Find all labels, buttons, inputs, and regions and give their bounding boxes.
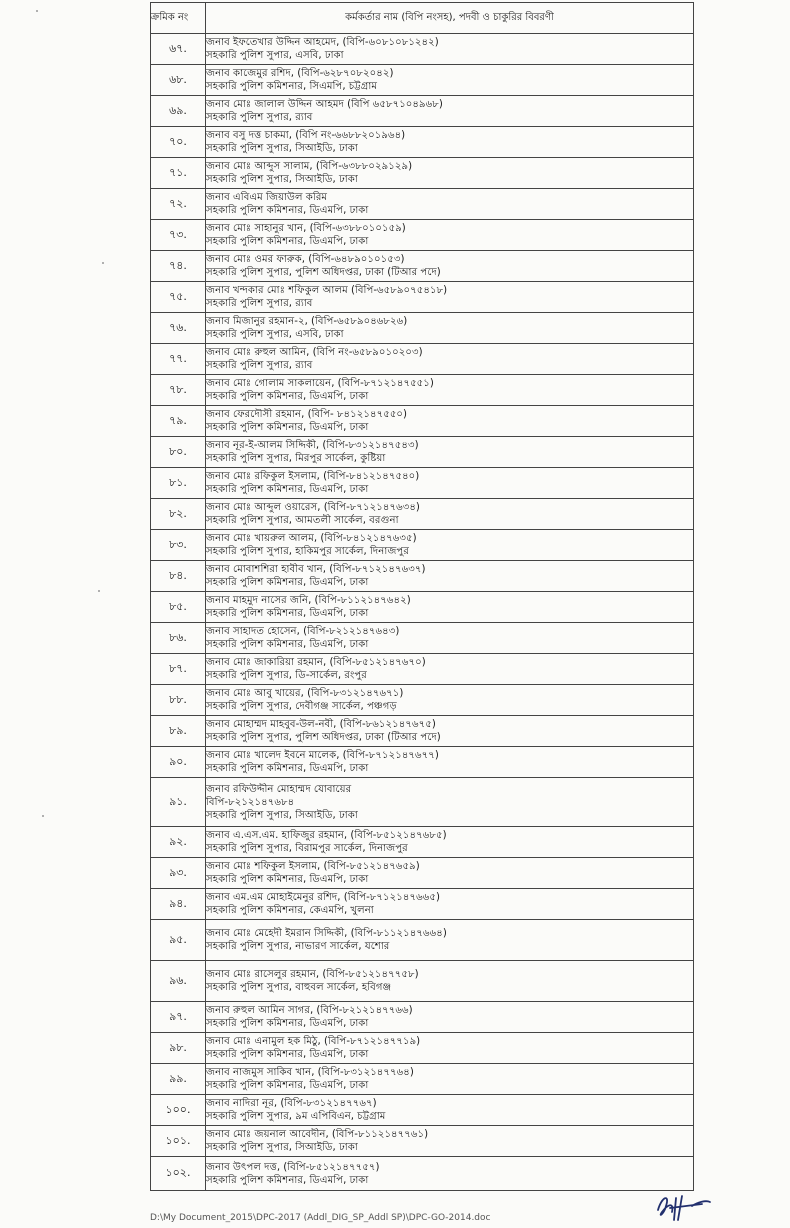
officer-detail-line: বিপি-৮২১২১৪৭৬৮৪ (206, 796, 295, 808)
officer-details (206, 530, 694, 561)
officer-name-line: জনাব মোঃ আবু খায়ের, (বিপি-৮৩১২১৪৭৬৭১) (206, 688, 404, 699)
serial-number: ৭৫. (151, 282, 206, 313)
table-row (151, 406, 694, 437)
officer-details (206, 34, 694, 65)
table-row (151, 468, 694, 499)
serial-number: ১০০. (151, 1095, 206, 1126)
serial-number: ৯০. (151, 747, 206, 778)
officer-name-line: জনাব মোঃ খালেদ ইবনে মালেক, (বিপি-৮৭১২১৪৭৬৭৭) (206, 750, 439, 761)
table-row (151, 623, 694, 654)
officer-detail-line: সহকারি পুলিশ কমিশনার, ডিএমপি, ঢাকা (206, 391, 369, 402)
serial-number: ৯৬. (151, 961, 206, 1002)
signature (652, 1190, 712, 1228)
serial-number: ৯২. (151, 827, 206, 858)
officer-details (206, 65, 694, 96)
scan-dot (42, 815, 44, 817)
officer-details (206, 251, 694, 282)
serial-number: ৮৭. (151, 654, 206, 685)
table-row (151, 158, 694, 189)
table-row (151, 127, 694, 158)
table-row (151, 1126, 694, 1157)
table-row (151, 716, 694, 747)
table-row (151, 313, 694, 344)
serial-number: ৬৯. (151, 96, 206, 127)
officer-details (206, 1002, 694, 1033)
officer-details (206, 592, 694, 623)
officer-name-line: জনাব মোঃ এনামুল হক মিঠু, (বিপি-৮৭১২১৪৭৭১৯) (206, 1036, 421, 1047)
table-row (151, 189, 694, 220)
table-row (151, 499, 694, 530)
officer-details (206, 1064, 694, 1095)
officer-name-line: জনাব এবিএম জিয়াউল করিম (206, 192, 328, 203)
serial-number: ৭১. (151, 158, 206, 189)
officer-detail-line: সহকারি পুলিশ কমিশনার, ডিএমপি, ঢাকা (206, 577, 369, 588)
serial-number: ৭৪. (151, 251, 206, 282)
officer-detail-line: সহকারি পুলিশ সুপার, নাভারণ সার্কেল, যশোর (206, 941, 390, 952)
officer-details (206, 623, 694, 654)
officer-details (206, 858, 694, 889)
officer-detail-line: সহকারি পুলিশ কমিশনার, ডিএমপি, ঢাকা (206, 484, 369, 495)
officer-detail-line: সহকারি পুলিশ সুপার, ৯ম এপিবিএন, চট্টগ্রাম (206, 1111, 386, 1122)
officer-detail-line: সহকারি পুলিশ কমিশনার, কেএমপি, খুলনা (206, 905, 374, 916)
officer-details (206, 920, 694, 961)
officer-details (206, 747, 694, 778)
officer-detail-line: সহকারি পুলিশ কমিশনার, সিএমপি, চট্টগ্রাম (206, 81, 377, 92)
officer-details (206, 96, 694, 127)
officer-detail-line: সহকারি পুলিশ সুপার, আমতলী সার্কেল, বরগুনা (206, 515, 399, 526)
officer-name-line: জনাব মাহমুদ নাসের জনি, (বিপি-৮১১২১৪৭৬৪২) (206, 595, 411, 606)
officer-details (206, 406, 694, 437)
officer-detail-line: সহকারি পুলিশ কমিশনার, ডিএমপি, ঢাকা (206, 874, 369, 885)
officer-detail-line: সহকারি পুলিশ কমিশনার, ডিএমপি, ঢাকা (206, 236, 369, 247)
table-row (151, 220, 694, 251)
table-row (151, 561, 694, 592)
table-row (151, 654, 694, 685)
table-row (151, 251, 694, 282)
serial-number: ৮৪. (151, 561, 206, 592)
officer-name-line: জনাব বসু দত্ত চাকমা, (বিপি নং-৬৬৮৮২০১৯৬৪) (206, 130, 406, 141)
officer-name-line: জনাব খন্দকার মোঃ শফিকুল আলম (বিপি-৬৫৮৯০৭৫৪১৮) (206, 285, 448, 296)
serial-number: ১০১. (151, 1126, 206, 1157)
scan-dot (102, 262, 104, 264)
serial-number: ৭৯. (151, 406, 206, 437)
officer-name-line: জনাব এম.এম মোহাইমেনুর রশিদ, (বিপি-৮৭১২১৪৭৬৬৫) (206, 892, 440, 903)
serial-number: ৭৩. (151, 220, 206, 251)
officer-name-line: জনাব মোঃ খায়রুল আলম, (বিপি-৮৪১২১৪৭৬৩৫) (206, 533, 417, 544)
officer-details (206, 127, 694, 158)
table-row (151, 1002, 694, 1033)
serial-number: ৯৩. (151, 858, 206, 889)
serial-number: ৭৮. (151, 375, 206, 406)
table-header-row (151, 3, 694, 34)
officer-details (206, 778, 694, 827)
officer-detail-line: সহকারি পুলিশ সুপার, দেবীগঞ্জ সার্কেল, পঞ্চগড় (206, 701, 397, 712)
officer-details (206, 961, 694, 1002)
serial-number: ৮১. (151, 468, 206, 499)
table-row (151, 747, 694, 778)
officer-detail-line: সহকারি পুলিশ সুপার, ডি-সার্কেল, রংপুর (206, 670, 367, 681)
officer-details (206, 189, 694, 220)
table-row (151, 96, 694, 127)
officer-details (206, 158, 694, 189)
serial-header: ক্রমিক নং (151, 3, 206, 34)
officer-detail-line: সহকারি পুলিশ কমিশনার, ডিএমপি, ঢাকা (206, 205, 369, 216)
officer-name-line: জনাব ইফতেখার উদ্দিন আহমেদ, (বিপি-৬০৮১০৮১২৪২) (206, 37, 439, 48)
officer-detail-line: সহকারি পুলিশ সুপার, র‍্যাব (206, 360, 313, 371)
officer-detail-line: সহকারি পুলিশ সুপার, সিআইডি, ঢাকা (206, 809, 358, 821)
officer-details (206, 437, 694, 468)
officer-detail-line: সহকারি পুলিশ সুপার, সিআইডি, ঢাকা (206, 1142, 358, 1153)
officer-detail-line: সহকারি পুলিশ সুপার, সিআইডি, ঢাকা (206, 174, 358, 185)
table-row (151, 920, 694, 961)
table-row (151, 858, 694, 889)
serial-number: ৯৪. (151, 889, 206, 920)
serial-number: ৮৩. (151, 530, 206, 561)
officer-detail-line: সহকারি পুলিশ সুপার, র‍্যাব (206, 112, 313, 123)
officer-name-line: জনাব নূর-ই-আলম সিদ্দিকী, (বিপি-৮৩১২১৪৭৫৪৩) (206, 440, 419, 451)
officer-detail-line: সহকারি পুলিশ সুপার, বাহুবল সার্কেল, হবিগঞ্জ (206, 982, 392, 993)
officer-detail-line: সহকারি পুলিশ সুপার, এসবি, ঢাকা (206, 329, 344, 340)
officer-name-line: জনাব মোঃ জাকারিয়া রহমান, (বিপি-৮৫১২১৪৭৬৭০) (206, 657, 426, 668)
serial-number: ৬৮. (151, 65, 206, 96)
table-row (151, 778, 694, 827)
officer-details (206, 685, 694, 716)
officer-details (206, 654, 694, 685)
officer-name-line: জনাব মিজানুর রহমান-২, (বিপি-৬৫৮৯০৪৬৮২৬) (206, 316, 408, 327)
officer-name-line: জনাব নাজমুস সাকিব খান, (বিপি-৮৩১২১৪৭৭৬৪) (206, 1067, 414, 1078)
table-row (151, 344, 694, 375)
officer-detail-line: সহকারি পুলিশ কমিশনার, ডিএমপি, ঢাকা (206, 1174, 369, 1186)
officer-detail-line: সহকারি পুলিশ কমিশনার, ডিএমপি, ঢাকা (206, 639, 369, 650)
serial-number: ৮৮. (151, 685, 206, 716)
officer-details (206, 716, 694, 747)
officer-name-line: জনাব মোঃ রাসেলুর রহমান, (বিপি-৮৫১২১৪৭৭৫৮) (206, 969, 419, 980)
officer-name-line: জনাব উৎপল দত্ত, (বিপি-৮৫১২১৪৭৭৫৭) (206, 1161, 380, 1173)
serial-number: ৭৬. (151, 313, 206, 344)
table-row (151, 65, 694, 96)
officer-list-table (150, 2, 694, 1191)
officer-detail-line: সহকারি পুলিশ সুপার, হাকিমপুর সার্কেল, দিনাজপুর (206, 546, 409, 557)
officer-name-line: জনাব মোঃ আব্দুল ওয়ারেস, (বিপি-৮৭১২১৪৭৬৩৪) (206, 502, 420, 513)
officer-name-line: জনাব মোঃ সাহানুর খান, (বিপি-৬৩৮৮০১০১৫৯) (206, 223, 406, 234)
officer-name-line: জনাব রুহুল আমিন সাগর, (বিপি-৮২১২১৪৭৭৬৬) (206, 1005, 413, 1016)
document-path: D:\My Document_2015\DPC-2017 (Addl_DIG_SP_Addl SP)\DPC-GO-2014.doc (150, 1213, 491, 1223)
officer-detail-line: সহকারি পুলিশ সুপার, বিরামপুর সার্কেল, দিনাজপুর (206, 843, 408, 854)
officer-details (206, 1033, 694, 1064)
officer-detail-line: সহকারি পুলিশ সুপার, সিআইডি, ঢাকা (206, 143, 358, 154)
officer-detail-line: সহকারি পুলিশ কমিশনার, ডিএমপি, ঢাকা (206, 1080, 369, 1091)
scan-dot (98, 590, 100, 592)
officer-detail-line: সহকারি পুলিশ কমিশনার, ডিএমপি, ঢাকা (206, 422, 369, 433)
table-row (151, 827, 694, 858)
serial-number: ৮৯. (151, 716, 206, 747)
serial-number: ৮৫. (151, 592, 206, 623)
table-row (151, 437, 694, 468)
officer-name-line: জনাব মোঃ শফিকুল ইসলাম, (বিপি-৮৫১২১৪৭৬৫৯) (206, 861, 420, 872)
officer-name-line: জনাব মোঃ মেহেদী ইমরান সিদ্দিকী, (বিপি-৮১১২১৪৭৬৬৪) (206, 928, 447, 939)
officer-details (206, 282, 694, 313)
officer-details (206, 499, 694, 530)
officer-name-line: জনাব ফেরদৌসী রহমান, (বিপি- ৮৪১২১৪৭৫৫০) (206, 409, 408, 420)
officer-details (206, 375, 694, 406)
officer-details (206, 1126, 694, 1157)
serial-number: ৮০. (151, 437, 206, 468)
officer-details (206, 344, 694, 375)
officer-name-line: জনাব এ.এস.এম. হাফিজুর রহমান, (বিপি-৮৫১২১৪৭৬৮৫) (206, 830, 447, 841)
officer-name-line: জনাব কাজেমুর রশিদ, (বিপি-৬২৮৭০৮২০৪২) (206, 68, 394, 79)
officer-detail-line: সহকারি পুলিশ সুপার, মিরপুর সার্কেল, কুষ্টিয়া (206, 453, 386, 464)
serial-number: ৭২. (151, 189, 206, 220)
officer-details (206, 1157, 694, 1191)
table-row (151, 530, 694, 561)
serial-number: ৬৭. (151, 34, 206, 65)
serial-number: ৮২. (151, 499, 206, 530)
serial-number: ৯৫. (151, 920, 206, 961)
table-row (151, 375, 694, 406)
serial-number: ৯৭. (151, 1002, 206, 1033)
officer-detail-line: সহকারি পুলিশ কমিশনার, ডিএমপি, ঢাকা (206, 1018, 369, 1029)
officer-name-line: জনাব সাহাদত হোসেন, (বিপি-৮২১২১৪৭৬৪৩) (206, 626, 400, 637)
serial-number: ৯৮. (151, 1033, 206, 1064)
officer-name-line: জনাব মোঃ জালাল উদ্দিন আহমদ (বিপি ৬৫৮৭১০৪৯৬৮) (206, 99, 443, 110)
description-header: কর্মকর্তার নাম (বিপি নংসহ), পদবী ও চাকুরির বিবরণী (206, 3, 694, 34)
table-row (151, 889, 694, 920)
officer-name-line: জনাব মোঃ রুহুল আমিন, (বিপি নং-৬৫৮৯০১০২০৩) (206, 347, 423, 358)
officer-detail-line: সহকারি পুলিশ সুপার, এসবি, ঢাকা (206, 50, 344, 61)
officer-detail-line: সহকারি পুলিশ কমিশনার, ডিএমপি, ঢাকা (206, 763, 369, 774)
officer-name-line: জনাব মোঃ রফিকুল ইসলাম, (বিপি-৮৪১২১৪৭৫৪০) (206, 471, 420, 482)
table-row (151, 34, 694, 65)
officer-detail-line: সহকারি পুলিশ সুপার, পুলিশ অধিদপ্তর, ঢাকা (টিআর পদে) (206, 732, 441, 743)
officer-details (206, 561, 694, 592)
serial-number: ৯১. (151, 778, 206, 827)
serial-number: ৭৭. (151, 344, 206, 375)
officer-name-line: জনাব মোঃ জয়নাল আবেদীন, (বিপি-৮১১২১৪৭৭৬১) (206, 1129, 429, 1140)
table-row (151, 1157, 694, 1191)
officer-details (206, 468, 694, 499)
table-row (151, 1033, 694, 1064)
officer-details (206, 1095, 694, 1126)
serial-number: ১০২. (151, 1157, 206, 1191)
table-row (151, 961, 694, 1002)
serial-number: ৮৬. (151, 623, 206, 654)
officer-detail-line: সহকারি পুলিশ কমিশনার, ডিএমপি, ঢাকা (206, 608, 369, 619)
officer-detail-line: সহকারি পুলিশ সুপার, পুলিশ অধিদপ্তর, ঢাকা (টিআর পদে) (206, 267, 441, 278)
table-row (151, 1064, 694, 1095)
officer-detail-line: সহকারি পুলিশ কমিশনার, ডিএমপি, ঢাকা (206, 1049, 369, 1060)
serial-number: ৭০. (151, 127, 206, 158)
officer-name-line: জনাব মোহাম্মদ মাহবুব-উল-নবী, (বিপি-৮৬১২১৪৭৬৭৫) (206, 719, 436, 730)
serial-number: ৯৯. (151, 1064, 206, 1095)
officer-details (206, 889, 694, 920)
table-row (151, 685, 694, 716)
table-row (151, 592, 694, 623)
officer-details (206, 827, 694, 858)
officer-name-line: জনাব মোবাশশিরা হাবীব খান, (বিপি-৮৭১২১৪৭৬৩৭) (206, 564, 426, 575)
table-row (151, 1095, 694, 1126)
officer-name-line: জনাব মোঃ ওমর ফারুক, (বিপি-৬৪৮৯০১০১৫৩) (206, 254, 405, 265)
officer-name-line: জনাব মোঃ আব্দুস সালাম, (বিপি-৬৩৮৮০২৯১২৯) (206, 161, 413, 172)
officer-detail-line: সহকারি পুলিশ সুপার, র‍্যাব (206, 298, 313, 309)
officer-details (206, 313, 694, 344)
officer-name-line: জনাব রফিউদ্দীন মোহাম্মদ যোবায়ের (206, 783, 352, 795)
officer-details (206, 220, 694, 251)
officer-name-line: জনাব মোঃ গোলাম সাকলায়েন, (বিপি-৮৭১২১৪৭৫৫১) (206, 378, 434, 389)
officer-name-line: জনাব নাদিরা নূর, (বিপি-৮৩১২১৪৭৭৬৭) (206, 1098, 377, 1109)
table-row (151, 282, 694, 313)
scan-dot (36, 10, 38, 12)
